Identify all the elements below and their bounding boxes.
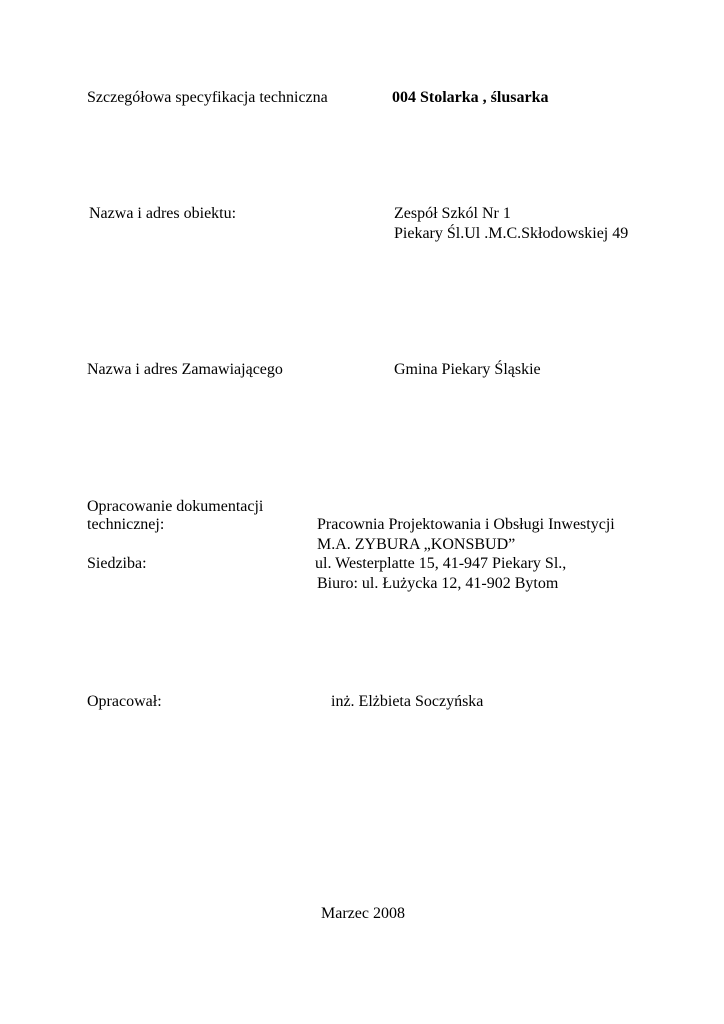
seat-address: ul. Westerplatte 15, 41-947 Piekary Sl., bbox=[315, 555, 567, 572]
documentation-label-line1: Opracowanie dokumentacji bbox=[87, 498, 264, 515]
object-label: Nazwa i adres obiektu: bbox=[89, 205, 237, 222]
office-address: Biuro: ul. Łużycka 12, 41-902 Bytom bbox=[317, 575, 559, 592]
client-name: Gmina Piekary Śląskie bbox=[394, 361, 541, 378]
company-name-line1: Pracownia Projektowania i Obsługi Inwestycji bbox=[317, 516, 615, 533]
document-date: Marzec 2008 bbox=[321, 905, 405, 922]
seat-label: Siedziba: bbox=[87, 555, 147, 572]
author-label: Opracował: bbox=[87, 693, 162, 710]
company-name-line2: M.A. ZYBURA „KONSBUD” bbox=[317, 536, 516, 553]
spec-title: 004 Stolarka , ślusarka bbox=[392, 89, 549, 106]
object-address: Piekary Śl.Ul .M.C.Skłodowskiej 49 bbox=[394, 225, 629, 242]
client-label: Nazwa i adres Zamawiającego bbox=[87, 361, 283, 378]
object-name: Zespół Szkól Nr 1 bbox=[394, 205, 511, 222]
author-name: inż. Elżbieta Soczyńska bbox=[331, 693, 484, 710]
spec-label: Szczegółowa specyfikacja techniczna bbox=[87, 89, 328, 106]
documentation-label-line2: technicznej: bbox=[87, 516, 165, 533]
